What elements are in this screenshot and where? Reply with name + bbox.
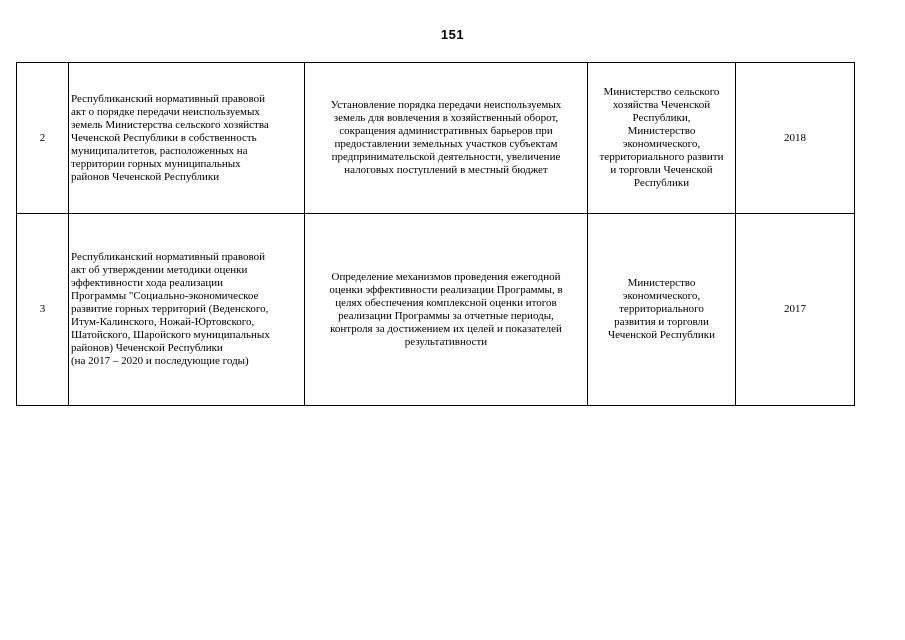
goal-cell (305, 63, 588, 214)
year-text: 2017 (784, 303, 806, 315)
table-row (17, 63, 855, 214)
goal-text: Установление порядка передачи неиспользуемых земель для вовлечения в хозяйственный оборот, сокращения административных барьеров при предоставлении земельных участков субъектам предпринимательской деятельности, увеличение налоговых поступлений в местный бюджет (330, 99, 562, 176)
executor-cell (588, 214, 736, 406)
act-title-cell (69, 63, 305, 214)
goal-text: Определение механизмов проведения ежегодной оценки эффективности реализации Программы, в целях обеспечения комплексной оценки итогов реализации Программы за отчетные периоды, контроля за достижением их целей и показателей результативности (329, 270, 563, 348)
table-row (17, 214, 855, 406)
measures-table (16, 62, 855, 406)
executor-cell (588, 63, 736, 214)
page-number: 151 (440, 27, 465, 42)
goal-cell (305, 214, 588, 406)
row-number: 3 (39, 303, 46, 315)
row-number-cell (17, 63, 69, 214)
row-number-cell (17, 214, 69, 406)
year-cell (736, 63, 855, 214)
act-title: Республиканский нормативный правовой акт о порядке передачи неиспользуемых земель Министерства сельского хозяйства Чеченской Республики в собственность муниципалитетов, расположенных на территории горных муниципальных районов Чеченской Республики (71, 92, 269, 183)
year-cell (736, 214, 855, 406)
act-title: Республиканский нормативный правовой акт об утверждении методики оценки эффективности хода реализации Программы "Социально-экономическое развитие горных территорий (Веденского, Итум-Калинского, Ножай-Юртовского, Шатойского, Шаройского муниципальных районов) Чеченской Республики (на 2017 – 2020 и последующие годы) (71, 251, 270, 367)
act-title-cell (69, 214, 305, 406)
executor-text: Министерство сельского хозяйства Чеченской Республики, Министерство экономического, территориального развити и торговли Чеченской Республики (599, 86, 724, 189)
year-text: 2018 (784, 131, 806, 144)
executor-text: Министерство экономического, территориального развития и торговли Чеченской Республики (607, 277, 716, 341)
row-number: 2 (39, 131, 46, 144)
